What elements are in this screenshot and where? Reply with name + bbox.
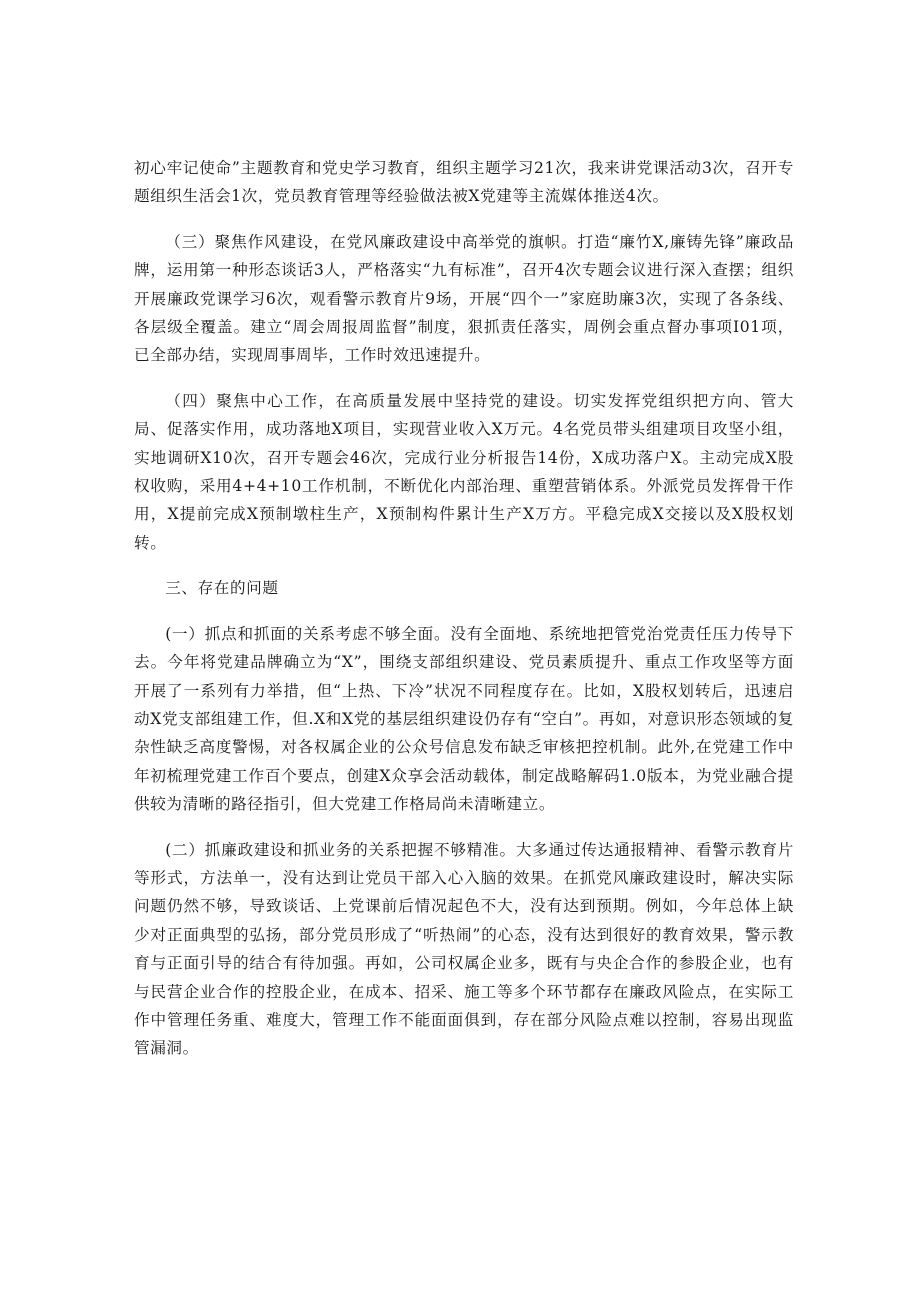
section-heading-problems: 三、存在的问题 (165, 579, 279, 598)
paragraph-central-work: （四）聚焦中心工作，在高质量发展中坚持党的建设。切实发挥党组织把方向、管大局、促落实作用，成功落地X项目，实现营业收入X万元。4名党员带头组建项目攻坚小组，实地调研X10次，召开专题会46次，完成行业分析报告14份，X成功落户X。主动完成X股权收购，采用4+4+10工作机制，不断优化内部治理、重塑营销体系。外派党员发挥骨干作用，X提前完成X预制墩柱生产，X预制构件累计生产X万方。平稳完成X交接以及X股权划转。 (134, 391, 794, 552)
paragraph-education-summary: 初心牢记使命”主题教育和党史学习教育，组织主题学习21次，我来讲党课活动3次，召开专题组织生活会1次，党员教育管理等经验做法被X党建等主流媒体推送4次。 (134, 159, 794, 206)
document-body (134, 154, 794, 1080)
paragraph-problem-two: (二）抓廉政建设和抓业务的关系把握不够精准。大多通过传达通报精神、看警示教育片等形式，方法单一，没有达到让党员干部入心入脑的效果。在抓党风廉政建设时，解决实际问题仍然不够，导致谈话、上党课前后情况起色不大，没有达到预期。例如，今年总体上缺少对正面典型的弘扬，部分党员形成了“听热闹”的心态，没有达到很好的教育效果，警示教育与正面引导的结合有待加强。再如，公司权属企业多，既有与央企合作的参股企业，也有与民营企业合作的控股企业，在成本、招采、施工等多个环节都存在廉政风险点，在实际工作中管理任务重、难度大，管理工作不能面面俱到，存在部分风险点难以控制，容易出现监管漏洞。 (134, 840, 794, 1058)
paragraph-work-style: （三）聚焦作风建设，在党风廉政建设中高举党的旗帜。打造“廉竹X,廉铸先锋”廉政品牌，运用第一种形态谈话3人，严格落实“九有标准”，召开4次专题会议进行深入查摆；组织开展廉政党课学习6次，观看警示教育片9场，开展“四个一”家庭助廉3次，实现了各条线、各层级全覆盖。建立“周会周报周监督”制度，狠抓责任落实，周例会重点督办事项I01项，已全部办结，实现周事周毕，工作时效迅速提升。 (134, 232, 794, 365)
paragraph-problem-one: (一）抓点和抓面的关系考虑不够全面。没有全面地、系统地把管党治党责任压力传导下去。今年将党建品牌确立为“X”，围绕支部组织建设、党员素质提升、重点工作攻坚等方面开展了一系列有力举措，但“上热、下冷”状况不同程度存在。比如，X股权划转后，迅速启动X党支部组建工作，但.X和X党的基层组织建设仍存有“空白”。再如，对意识形态领域的复杂性缺乏高度警惕，对各权属企业的公众号信息发布缺乏审核把控机制。此外,在党建工作中年初梳理党建工作百个要点，创建X众享会活动载体，制定战略解码1.0版本，为党业融合提供较为清晰的路径指引，但大党建工作格局尚未清晰建立。 (134, 624, 794, 814)
